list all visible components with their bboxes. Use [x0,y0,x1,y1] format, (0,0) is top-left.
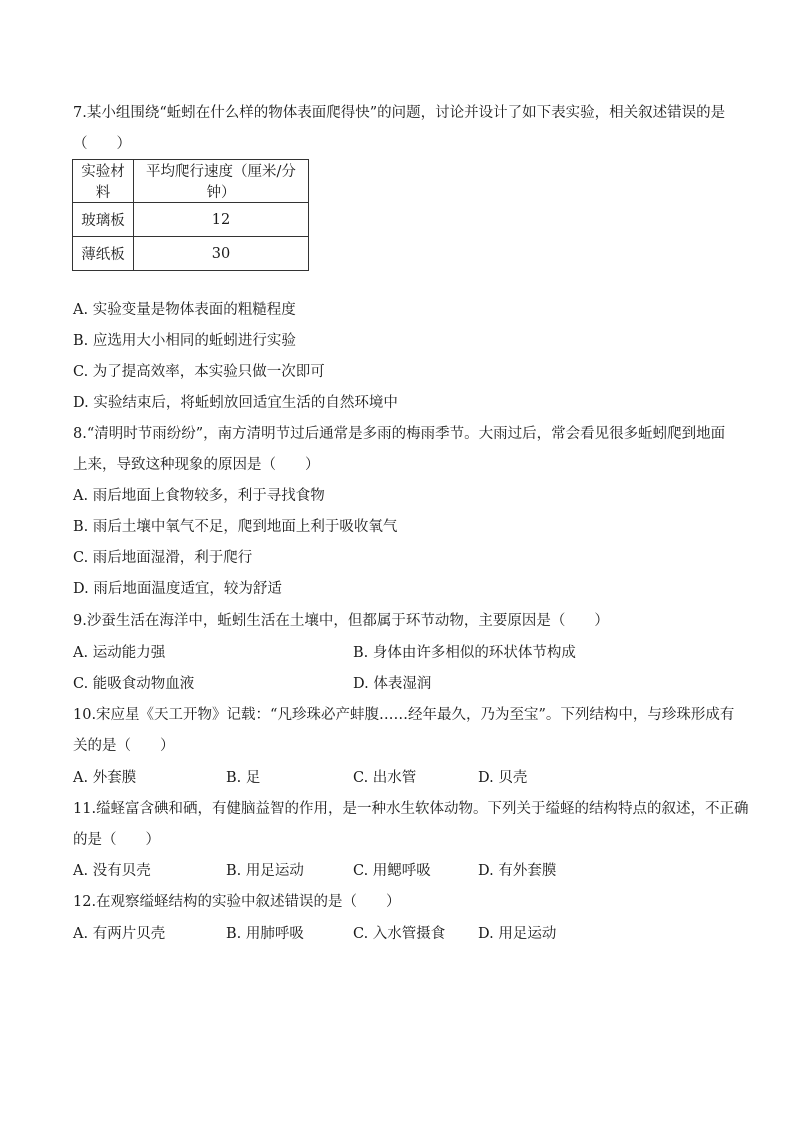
q10-option-b: B. 足 [226,770,261,786]
q8-option-a: A. 雨后地面上食物较多，利于寻找食物 [73,488,325,504]
q10-stem-line1: 10.宋应星《天工开物》记载：“凡珍珠必产蚌腹……经年最久，乃为至宝”。下列结构中，与珍珠形成有 [73,707,735,723]
table-row [73,203,309,237]
table-header-cell: 平均爬行速度（厘米/分钟） [134,160,309,203]
q10-stem-line2: 关的是（ ） [73,738,175,754]
table-row [73,237,309,271]
q12-option-d: D. 用足运动 [478,926,557,942]
q8-stem-line2: 上来，导致这种现象的原因是（ ） [73,457,320,473]
q9-option-a: A. 运动能力强 [73,645,166,661]
table-cell: 30 [134,237,309,271]
q10-option-a: A. 外套膜 [73,770,137,786]
table-header-cell: 实验材料 [73,160,134,203]
q7-option-d: D. 实验结束后，将蚯蚓放回适宜生活的自然环境中 [73,395,398,411]
q12-stem-line1: 12.在观察缢蛏结构的实验中叙述错误的是（ ） [73,894,401,910]
q11-option-b: B. 用足运动 [226,863,304,879]
q8-option-d: D. 雨后地面温度适宜，较为舒适 [73,581,282,597]
q10-option-c: C. 出水管 [353,770,417,786]
q11-stem-line2: 的是（ ） [73,832,160,848]
q9-option-b: B. 身体由许多相似的环状体节构成 [353,645,576,661]
q9-option-c: C. 能吸食动物血液 [73,676,195,692]
q9-stem-line1: 9.沙蚕生活在海洋中，蚯蚓生活在土壤中，但都属于环节动物，主要原因是（ ） [73,613,609,629]
q12-option-a: A. 有两片贝壳 [73,926,166,942]
q7-option-c: C. 为了提高效率，本实验只做一次即可 [73,364,325,380]
q7-stem-line1: 7.某小组围绕“蚯蚓在什么样的物体表面爬得快”的问题，讨论并设计了如下表实验，相关叙述错误的是 [73,105,726,121]
table-cell: 薄纸板 [73,237,134,271]
q8-stem-line1: 8.“清明时节雨纷纷”，南方清明节过后通常是多雨的梅雨季节。大雨过后，常会看见很多蚯蚓爬到地面 [73,426,726,442]
q11-option-d: D. 有外套膜 [478,863,557,879]
q7-experiment-table [72,159,309,271]
q12-option-c: C. 入水管摄食 [353,926,446,942]
q8-option-c: C. 雨后地面湿滑，利于爬行 [73,550,253,566]
q8-option-b: B. 雨后土壤中氧气不足，爬到地面上利于吸收氧气 [73,519,398,535]
q7-option-a: A. 实验变量是物体表面的粗糙程度 [73,302,296,318]
table-header-row [73,160,309,203]
q12-option-b: B. 用肺呼吸 [226,926,304,942]
q7-stem-line2: （ ） [73,136,131,152]
q11-stem-line1: 11.缢蛏富含碘和硒，有健脑益智的作用，是一种水生软体动物。下列关于缢蛏的结构特点的叙述，不正确 [73,801,749,817]
q9-option-d: D. 体表湿润 [353,676,432,692]
q11-option-c: C. 用鳃呼吸 [353,863,431,879]
q10-option-d: D. 贝壳 [478,770,528,786]
table-cell: 12 [134,203,309,237]
table-cell: 玻璃板 [73,203,134,237]
q11-option-a: A. 没有贝壳 [73,863,151,879]
q7-option-b: B. 应选用大小相同的蚯蚓进行实验 [73,333,296,349]
